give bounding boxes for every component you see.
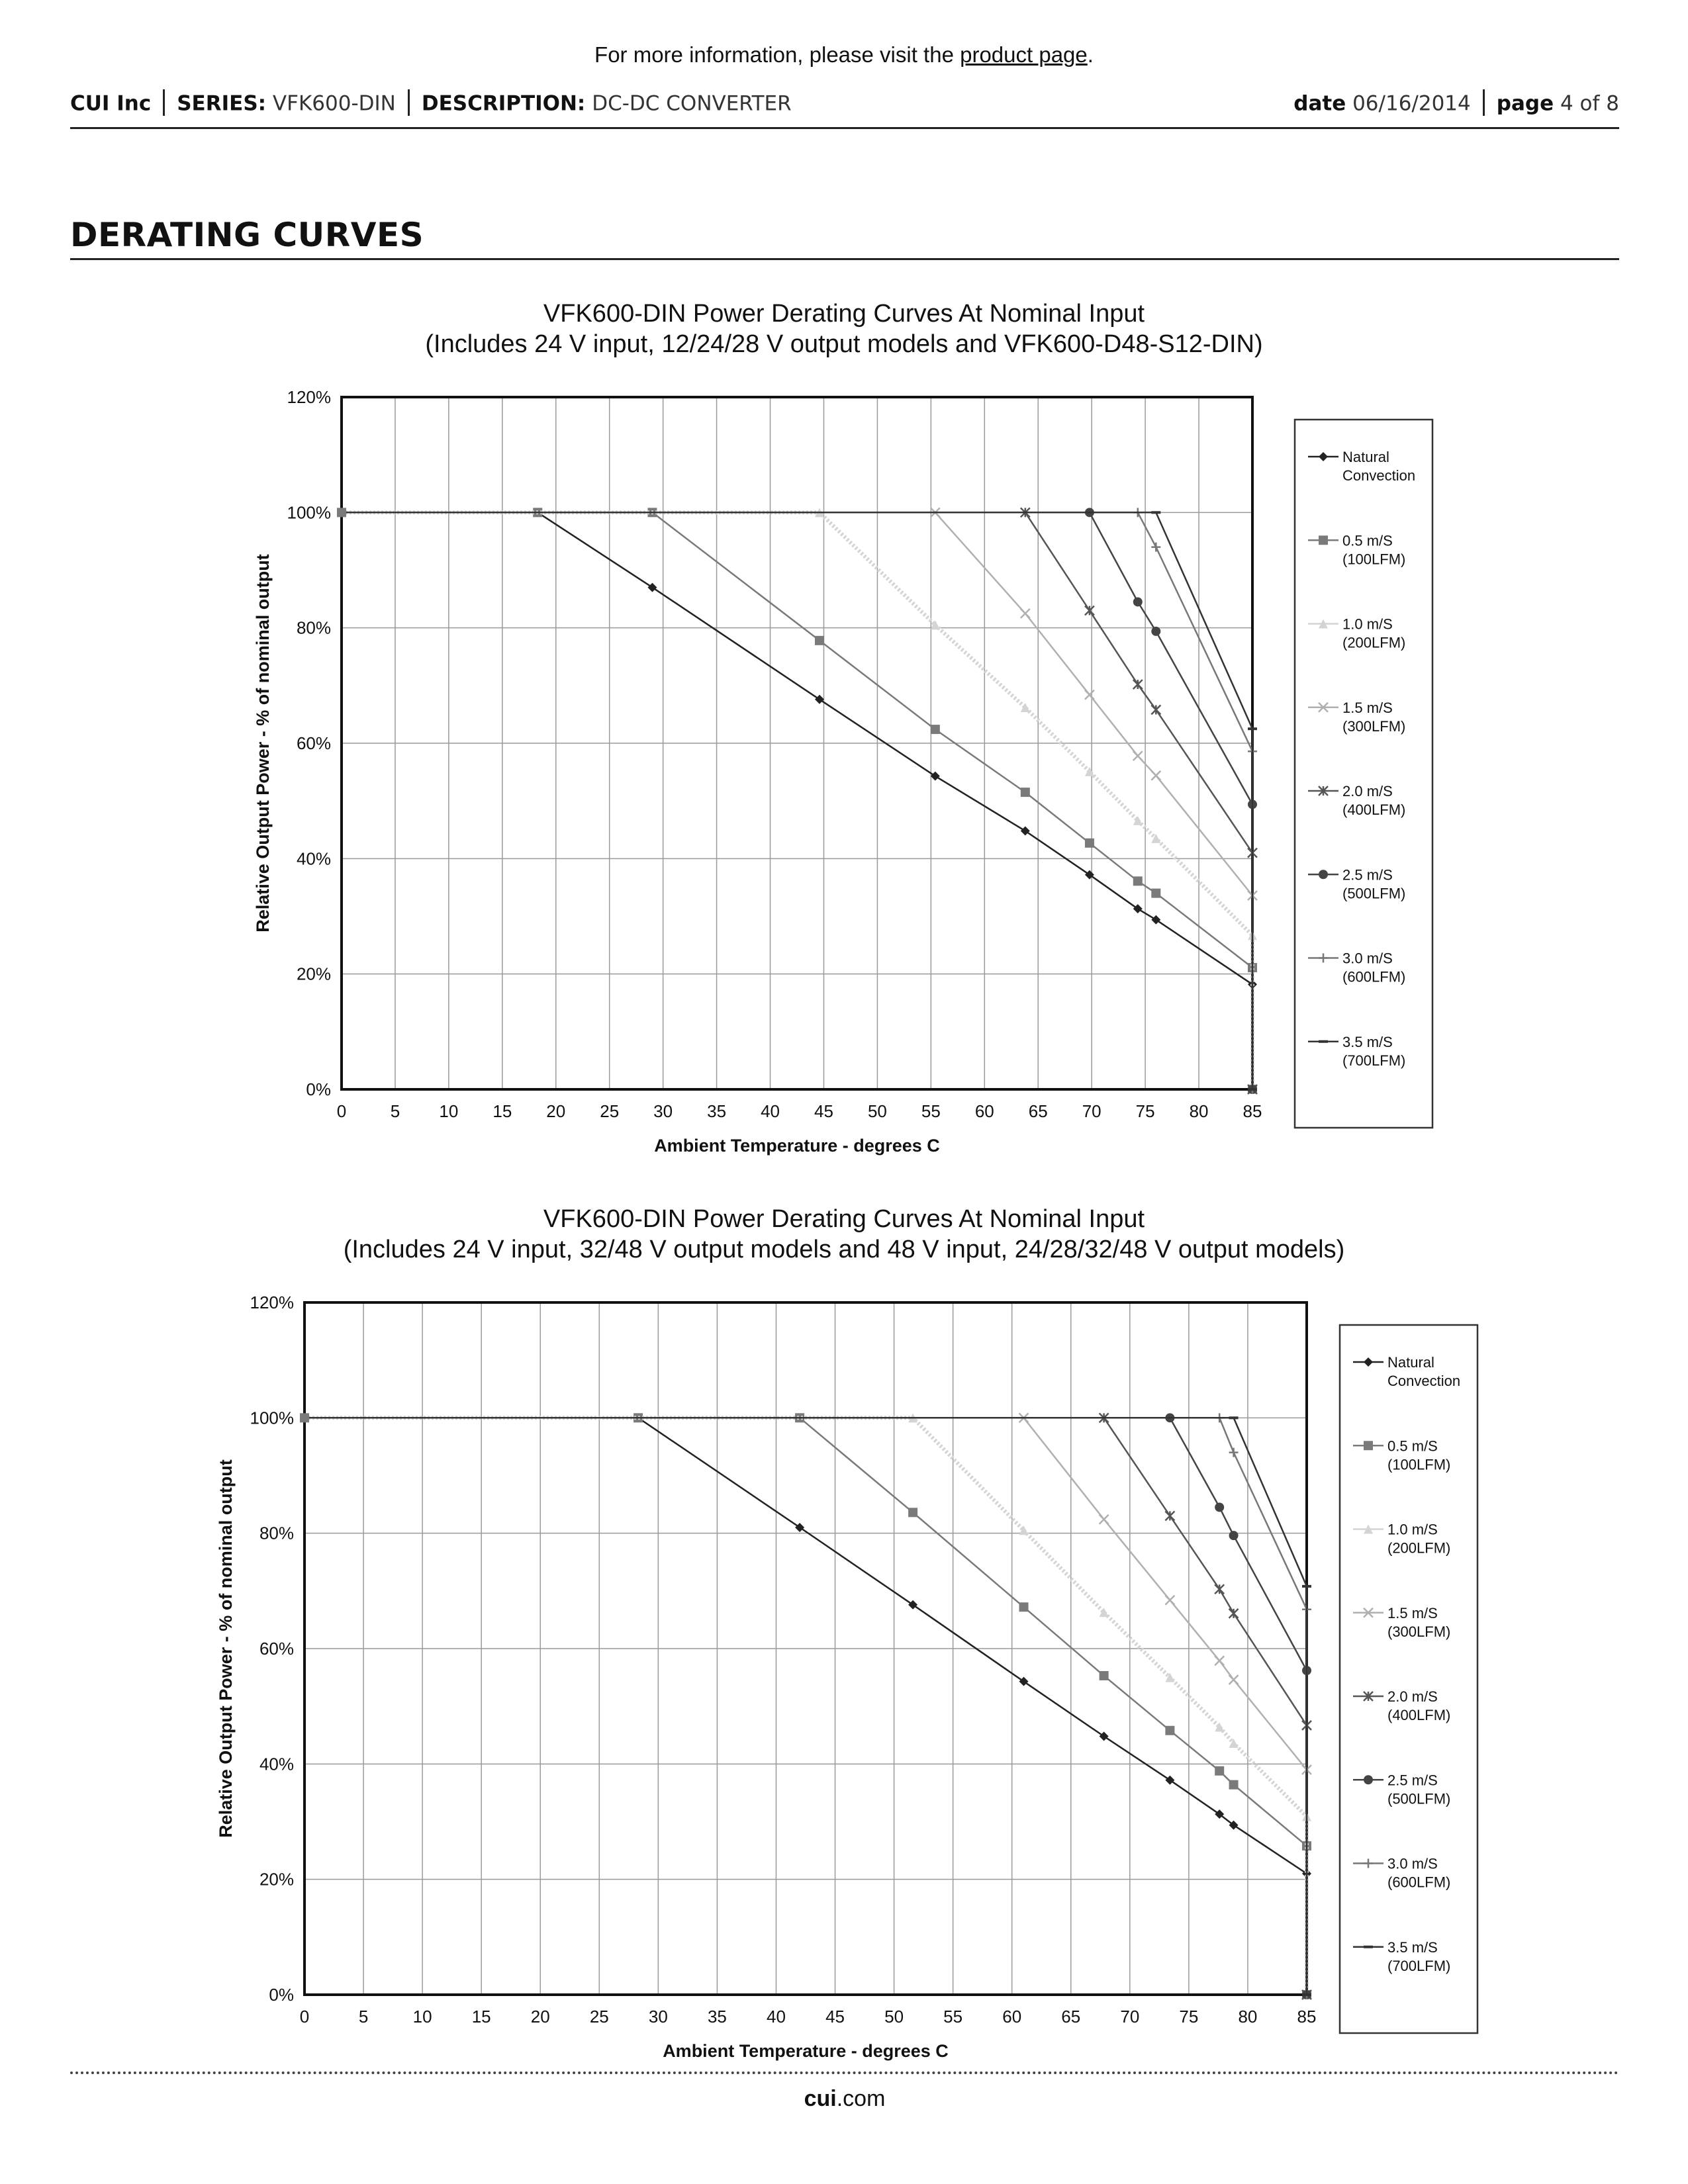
x-tick-label: 75	[1179, 2007, 1199, 2026]
x-tick-label: 15	[492, 1101, 512, 1121]
data-point	[931, 725, 940, 734]
legend-label: (700LFM)	[1387, 1957, 1451, 1974]
legend-label: (100LFM)	[1342, 551, 1406, 568]
data-point	[931, 620, 940, 629]
legend-swatch-marker	[1319, 1040, 1328, 1043]
data-point	[1215, 1656, 1224, 1665]
legend-label: (200LFM)	[1342, 634, 1406, 651]
legend-swatch-marker	[1364, 1441, 1373, 1450]
y-tick-label: 120%	[287, 387, 331, 407]
data-point	[1021, 826, 1030, 835]
legend-swatch-marker	[1364, 1775, 1373, 1784]
x-tick-label: 70	[1120, 2007, 1140, 2026]
legend-label: Natural	[1342, 449, 1389, 465]
y-tick-label: 20%	[259, 1869, 294, 1889]
series-line	[305, 1418, 1307, 1995]
page-footer	[70, 2071, 1619, 2111]
data-point	[1248, 1088, 1257, 1091]
product-page-note-text: For more information, please visit the	[594, 42, 961, 67]
data-point	[1151, 511, 1160, 514]
data-point	[1100, 1608, 1109, 1617]
y-axis-label: Relative Output Power - % of nominal output	[216, 1459, 236, 1838]
data-point	[647, 583, 657, 592]
legend-label: Convection	[1387, 1373, 1461, 1389]
product-page-note	[0, 42, 1688, 68]
x-tick-label: 20	[530, 2007, 550, 2026]
legend-label: (100LFM)	[1387, 1456, 1451, 1473]
description-value: DC-DC CONVERTER	[592, 91, 792, 116]
y-tick-label: 100%	[287, 502, 331, 523]
page-value: 4 of 8	[1560, 91, 1619, 116]
chart-subtitle: (Includes 24 V input, 12/24/28 V output models and VFK600-D48-S12-DIN)	[425, 330, 1263, 358]
legend-label: 2.5 m/S	[1342, 866, 1393, 884]
data-point	[1229, 1531, 1239, 1540]
data-point	[1229, 1675, 1239, 1684]
data-point	[815, 636, 824, 645]
data-point	[1302, 1993, 1311, 1996]
data-point	[1165, 1726, 1174, 1735]
section-header	[70, 210, 1619, 260]
y-tick-label: 40%	[259, 1754, 294, 1774]
data-point	[1215, 1584, 1224, 1594]
series-value: VFK600-DIN	[272, 91, 396, 116]
chart-title: VFK600-DIN Power Derating Curves At Nominal Input	[543, 300, 1145, 328]
chart-legend	[1340, 1325, 1477, 2033]
data-point	[1151, 543, 1160, 552]
derating-chart-1	[0, 291, 1688, 1165]
data-point	[1100, 1671, 1109, 1680]
data-point	[1085, 690, 1094, 700]
legend-label: (400LFM)	[1387, 1707, 1451, 1723]
data-point	[1215, 1502, 1224, 1512]
date-value: 06/16/2014	[1352, 91, 1471, 116]
x-tick-label: 25	[589, 2007, 609, 2026]
data-point	[795, 1523, 804, 1532]
legend-label: (700LFM)	[1342, 1052, 1406, 1069]
x-tick-label: 5	[390, 1101, 400, 1121]
y-tick-label: 20%	[296, 964, 331, 984]
x-tick-label: 5	[358, 2007, 369, 2026]
data-point	[1085, 839, 1094, 848]
header-divider	[1483, 89, 1485, 116]
data-point	[1229, 1609, 1239, 1618]
x-tick-label: 35	[707, 1101, 727, 1121]
x-tick-label: 30	[653, 1101, 673, 1121]
footer-site-bold: cui	[804, 2086, 837, 2111]
x-tick-label: 10	[439, 1101, 459, 1121]
series-8	[305, 1416, 1311, 1996]
data-point	[1133, 751, 1143, 760]
x-tick-label: 80	[1238, 2007, 1258, 2026]
x-tick-label: 70	[1082, 1101, 1102, 1121]
legend-swatch-marker	[1364, 1946, 1373, 1948]
x-tick-label: 45	[814, 1101, 833, 1121]
y-tick-label: 0%	[269, 1985, 294, 2005]
x-tick-label: 60	[974, 1101, 994, 1121]
x-tick-label: 65	[1028, 1101, 1048, 1121]
data-point	[815, 695, 824, 704]
chart-title: VFK600-DIN Power Derating Curves At Nominal Input	[543, 1205, 1145, 1233]
series-line	[305, 1418, 1307, 1995]
x-tick-label: 20	[546, 1101, 566, 1121]
x-tick-label: 85	[1297, 2007, 1317, 2026]
series-line	[305, 1418, 1307, 1995]
legend-label: (400LFM)	[1342, 801, 1406, 818]
footer-site[interactable]	[70, 2086, 1619, 2112]
data-point	[931, 772, 940, 781]
series-5	[305, 1413, 1311, 1999]
data-point	[1165, 1776, 1174, 1785]
legend-label: 3.5 m/S	[1387, 1938, 1438, 1956]
x-tick-label: 60	[1002, 2007, 1022, 2026]
data-point	[1021, 609, 1030, 618]
series-label: SERIES:	[177, 91, 267, 116]
legend-label: 3.0 m/S	[1387, 1855, 1438, 1872]
legend-label: 2.5 m/S	[1387, 1772, 1438, 1789]
x-tick-label: 0	[299, 2007, 310, 2026]
data-point	[1019, 1525, 1029, 1535]
legend-label: 3.0 m/S	[1342, 950, 1393, 967]
data-point	[1248, 727, 1257, 730]
x-tick-label: 45	[825, 2007, 845, 2026]
company-name: CUI Inc	[70, 91, 152, 116]
data-point	[1229, 1416, 1239, 1419]
data-point	[337, 508, 346, 517]
x-tick-label: 85	[1243, 1101, 1262, 1121]
data-point	[1151, 771, 1160, 780]
legend-label: (500LFM)	[1387, 1790, 1451, 1807]
data-point	[1021, 703, 1030, 712]
data-point	[1151, 705, 1160, 714]
x-tick-label: 55	[943, 2007, 963, 2026]
x-tick-label: 65	[1061, 2007, 1081, 2026]
legend-label: Convection	[1342, 467, 1416, 484]
data-point	[1100, 1731, 1109, 1741]
y-axis-label: Relative Output Power - % of nominal output	[253, 554, 273, 933]
legend-label: (200LFM)	[1387, 1539, 1451, 1557]
chart-subtitle: (Includes 24 V input, 32/48 V output models and 48 V input, 24/28/32/48 V output models)	[343, 1236, 1345, 1263]
x-tick-label: 10	[412, 2007, 432, 2026]
x-tick-label: 35	[707, 2007, 727, 2026]
data-point	[1100, 1515, 1109, 1524]
y-tick-label: 0%	[306, 1079, 331, 1099]
legend-label: 0.5 m/S	[1342, 532, 1393, 549]
data-point	[1085, 606, 1094, 615]
product-page-note-end: .	[1087, 42, 1094, 67]
legend-label: (600LFM)	[1387, 1874, 1451, 1891]
legend-label: 1.0 m/S	[1387, 1521, 1438, 1538]
legend-label: Natural	[1387, 1354, 1434, 1371]
legend-label: (300LFM)	[1387, 1623, 1451, 1640]
data-point	[1133, 680, 1143, 689]
date-label: date	[1293, 91, 1346, 116]
footer-site-rest: .com	[836, 2086, 886, 2111]
chart-grid	[305, 1302, 1307, 1995]
page-label: page	[1496, 91, 1554, 116]
series-line	[305, 1418, 1307, 1995]
data-point	[1229, 1448, 1239, 1457]
x-tick-label: 80	[1189, 1101, 1209, 1121]
y-tick-label: 60%	[296, 733, 331, 753]
y-tick-label: 100%	[250, 1408, 294, 1428]
data-point	[1019, 1677, 1029, 1686]
x-tick-label: 50	[884, 2007, 904, 2026]
data-point	[1133, 597, 1143, 606]
legend-label: (300LFM)	[1342, 717, 1406, 735]
legend-box	[1295, 420, 1432, 1128]
legend-label: 2.0 m/S	[1387, 1688, 1438, 1705]
data-point	[1133, 876, 1143, 886]
data-point	[1165, 1512, 1174, 1521]
data-point	[1151, 889, 1160, 898]
x-tick-label: 15	[471, 2007, 491, 2026]
x-tick-label: 55	[921, 1101, 941, 1121]
legend-label: 2.0 m/S	[1342, 783, 1393, 799]
chart-grid	[342, 397, 1252, 1089]
data-point	[1229, 1780, 1239, 1790]
legend-label: (600LFM)	[1342, 968, 1406, 985]
legend-label: (500LFM)	[1342, 885, 1406, 902]
data-point	[1151, 627, 1160, 636]
chart-legend	[1295, 420, 1432, 1128]
data-point	[1165, 1596, 1174, 1605]
data-point	[1133, 816, 1143, 825]
x-tick-label: 40	[767, 2007, 786, 2026]
y-tick-label: 80%	[296, 617, 331, 638]
data-point	[300, 1413, 309, 1422]
legend-swatch-marker	[1319, 870, 1328, 879]
x-axis-label: Ambient Temperature - degrees C	[663, 2041, 949, 2061]
legend-label: 1.0 m/S	[1342, 615, 1393, 633]
legend-label: 1.5 m/S	[1342, 699, 1393, 716]
x-tick-label: 30	[648, 2007, 668, 2026]
data-point	[1302, 1585, 1311, 1588]
description-label: DESCRIPTION:	[421, 91, 586, 116]
series-line	[342, 512, 1252, 1089]
document-header	[70, 87, 1619, 129]
y-tick-label: 40%	[296, 848, 331, 869]
data-point	[1215, 1766, 1224, 1776]
x-tick-label: 25	[600, 1101, 620, 1121]
series-3	[342, 508, 1257, 1094]
legend-label: 1.5 m/S	[1387, 1604, 1438, 1621]
chart-2-svg	[0, 1197, 1688, 2070]
legend-label: 0.5 m/S	[1387, 1437, 1438, 1455]
series-line	[305, 1418, 1307, 1995]
derating-chart-2	[0, 1197, 1688, 2070]
x-tick-label: 0	[336, 1101, 347, 1121]
header-divider	[408, 89, 410, 116]
data-point	[1151, 915, 1160, 925]
x-tick-label: 75	[1135, 1101, 1155, 1121]
legend-swatch-marker	[1319, 535, 1328, 545]
chart-1-svg	[0, 291, 1688, 1165]
y-tick-label: 60%	[259, 1639, 294, 1659]
x-tick-label: 50	[867, 1101, 887, 1121]
section-title: DERATING CURVES	[70, 216, 424, 254]
data-point	[1019, 1602, 1029, 1612]
y-tick-label: 120%	[250, 1293, 294, 1312]
x-tick-label: 40	[761, 1101, 780, 1121]
series-line	[305, 1418, 1307, 1995]
x-axis-label: Ambient Temperature - degrees C	[654, 1136, 940, 1156]
series-line	[305, 1418, 1307, 1995]
product-page-link[interactable]: product page	[960, 42, 1088, 67]
legend-box	[1340, 1325, 1477, 2033]
data-point	[1215, 1723, 1224, 1732]
data-point	[1021, 788, 1030, 797]
header-divider	[163, 89, 165, 116]
data-point	[908, 1508, 917, 1517]
legend-label: 3.5 m/S	[1342, 1033, 1393, 1050]
y-tick-label: 80%	[259, 1523, 294, 1543]
series-line	[305, 1418, 1307, 1995]
